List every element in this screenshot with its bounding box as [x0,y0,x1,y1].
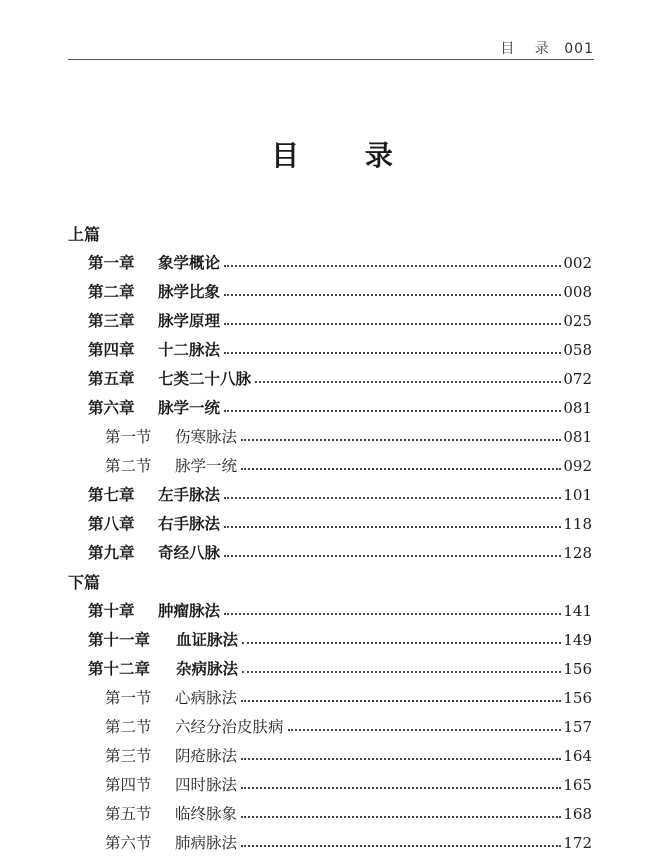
entry-number: 第五节 [105,805,152,823]
toc-chapter-entry [88,512,592,534]
toc-chapter-entry [88,251,592,273]
entry-number: 第一章 [88,254,135,272]
entry-page-number: 118 [563,515,592,533]
dot-leader [224,322,561,325]
entry-title: 四时脉法 [175,776,238,794]
entry-page-number: 025 [563,312,592,330]
entry-title: 杂病脉法 [176,660,239,678]
running-head-title: 目 录 [500,41,557,57]
entry-page-number: 165 [563,776,592,794]
entry-number: 第九章 [88,544,135,562]
toc-section-entry [105,454,592,476]
dot-leader [224,351,561,354]
entry-page-number: 172 [563,834,592,852]
entry-title: 脉学一统 [175,457,238,475]
entry-number: 第一节 [105,428,152,446]
entry-number: 第二节 [105,718,152,736]
running-head-page-number: 001 [564,41,594,57]
entry-page-number: 156 [563,660,592,678]
entry-number: 第三章 [88,312,135,330]
entry-number: 第二节 [105,457,152,475]
toc-chapter-entry [88,657,592,679]
entry-number: 第十章 [88,602,135,620]
entry-page-number: 058 [563,341,592,359]
entry-page-number: 157 [563,718,592,736]
header-rule [68,59,594,60]
entry-title: 肿瘤脉法 [158,602,221,620]
entry-title: 六经分治皮肤病 [175,718,284,736]
toc-section-entry [105,686,592,708]
dot-leader [241,699,561,702]
entry-page-number: 101 [563,486,592,504]
entry-title: 临终脉象 [175,805,238,823]
entry-number: 第四章 [88,341,135,359]
entry-title: 奇经八脉 [158,544,221,562]
entry-title: 血证脉法 [176,631,239,649]
dot-leader [224,496,561,499]
entry-page-number: 072 [563,370,592,388]
toc-chapter-entry [88,309,592,331]
toc-section-entry [105,831,592,853]
entry-number: 第八章 [88,515,135,533]
entry-number: 第四节 [105,776,152,794]
dot-leader [241,467,561,470]
entry-page-number: 156 [563,689,592,707]
page-title: 目 录 [271,139,421,172]
toc-chapter-entry [88,396,592,418]
running-head [68,38,594,58]
dot-leader [224,525,561,528]
dot-leader [255,380,561,383]
entry-number: 第三节 [105,747,152,765]
entry-title: 象学概论 [158,254,221,272]
entry-page-number: 128 [563,544,592,562]
dot-leader [241,844,561,847]
dot-leader [242,641,561,644]
dot-leader [224,264,561,267]
entry-page-number: 081 [563,399,592,417]
entry-page-number: 092 [563,457,592,475]
entry-title: 脉学比象 [158,283,221,301]
entry-title: 伤寒脉法 [175,428,238,446]
entry-title: 脉学一统 [158,399,221,417]
part-heading: 下篇 [68,573,101,592]
dot-leader [241,438,561,441]
toc-chapter-entry [88,338,592,360]
entry-title: 脉学原理 [158,312,221,330]
entry-number: 第十二章 [88,660,151,678]
entry-title: 肺病脉法 [175,834,238,852]
toc-section-entry [105,802,592,824]
entry-number: 第十一章 [88,631,151,649]
entry-page-number: 149 [563,631,592,649]
dot-leader [241,815,561,818]
toc-chapter-entry [88,367,592,389]
entry-title: 阴疮脉法 [175,747,238,765]
entry-title: 七类二十八脉 [158,370,252,388]
toc-chapter-entry [88,483,592,505]
toc-chapter-entry [88,541,592,563]
entry-title: 心病脉法 [175,689,238,707]
entry-number: 第一节 [105,689,152,707]
toc-section-entry [105,744,592,766]
entry-number: 第二章 [88,283,135,301]
dot-leader [224,409,561,412]
entry-title: 右手脉法 [158,515,221,533]
toc-chapter-entry [88,280,592,302]
entry-title: 十二脉法 [158,341,221,359]
dot-leader [241,786,561,789]
entry-page-number: 141 [563,602,592,620]
dot-leader [242,670,561,673]
dot-leader [224,293,561,296]
entry-number: 第六节 [105,834,152,852]
entry-title: 左手脉法 [158,486,221,504]
dot-leader [224,612,561,615]
entry-page-number: 081 [563,428,592,446]
entry-number: 第七章 [88,486,135,504]
entry-page-number: 008 [563,283,592,301]
entry-number: 第六章 [88,399,135,417]
toc-section-entry [105,425,592,447]
entry-page-number: 164 [563,747,592,765]
dot-leader [288,728,562,731]
toc-chapter-entry [88,628,592,650]
entry-number: 第五章 [88,370,135,388]
dot-leader [241,757,561,760]
entry-page-number: 168 [563,805,592,823]
toc-section-entry [105,715,592,737]
entry-page-number: 002 [563,254,592,272]
dot-leader [224,554,561,557]
toc-chapter-entry [88,599,592,621]
toc-section-entry [105,773,592,795]
part-heading: 上篇 [68,225,101,244]
